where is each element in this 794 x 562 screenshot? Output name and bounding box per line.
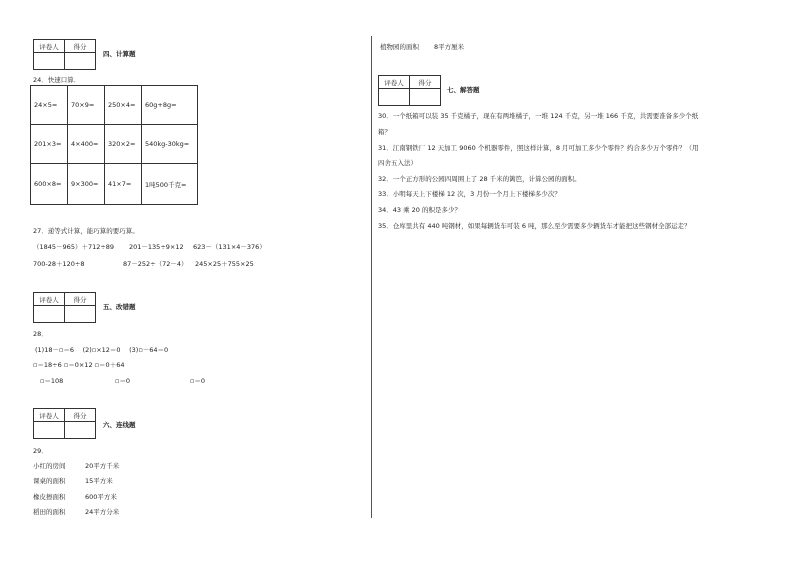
- score-box-4: [378, 75, 441, 106]
- score-label: 得分: [65, 40, 96, 53]
- section7-title: 七、解答题: [447, 86, 480, 94]
- question-35: 35．仓库里共有 440 吨钢材，如果每辆货车可装 6 吨，那么至少需要多少辆货车才能把这些钢材全部运走？: [378, 222, 691, 230]
- calc-cell: 41×7=: [105, 164, 142, 205]
- calc-cell: 24×5=: [31, 86, 68, 125]
- score-label: 得分: [410, 76, 441, 89]
- match-left-item: 稻田的面积: [33, 508, 66, 516]
- match-left-item: 课桌的面积: [33, 477, 66, 485]
- question-31: 31．江南钢铁厂 12 天加工 9060 个机器零件，照这样计算，8 月可加工多少个零件？约合多少万个零件？（用: [378, 144, 699, 152]
- q28-line2: ▫＝18÷6 ▫＝0×12 ▫＝0＋64: [33, 361, 125, 369]
- section4-title: 四、计算题: [103, 50, 136, 58]
- reviewer-label: 评卷人: [34, 293, 65, 306]
- question-30-cont: 箱？: [378, 128, 391, 136]
- match-right-item: 8平方厘米: [434, 43, 465, 51]
- score-label: 得分: [65, 293, 96, 306]
- q27-expr: 623－（131×4－376）: [193, 243, 266, 251]
- column-divider: [371, 36, 372, 518]
- score-box-1: [33, 39, 96, 70]
- question-28: 28．: [33, 330, 48, 338]
- score-label: 得分: [65, 409, 96, 422]
- match-right-item: 24平方分米: [85, 508, 120, 516]
- match-right-item: 600平方米: [85, 493, 117, 501]
- section6-title: 六、连线题: [103, 421, 136, 429]
- q27-expr: 201－135÷9×12: [129, 243, 184, 251]
- calc-cell: 60g+8g=: [142, 86, 198, 125]
- reviewer-label: 评卷人: [379, 76, 410, 89]
- calc-cell: 1吨500千克=: [142, 164, 198, 205]
- question-27: 27．递等式计算，能巧算的要巧算。: [33, 227, 139, 235]
- question-34: 34．43 乘 20 的积是多少？: [378, 206, 462, 214]
- calc-cell: 201×3=: [31, 125, 68, 164]
- match-right-item: 20平方千米: [85, 462, 120, 470]
- reviewer-label: 评卷人: [34, 40, 65, 53]
- question-30: 30．一个纸箱可以装 35 千克橘子，现在有两堆橘子，一堆 124 千克，另一堆 166 千克，共需要准备多少个纸: [378, 112, 699, 120]
- reviewer-label: 评卷人: [34, 409, 65, 422]
- q27-expr: 87－252÷（72－4）: [123, 260, 188, 268]
- question-32: 32．一个正方形的公园四周围上了 28 千米的篱笆，计算公园的面积。: [378, 175, 581, 183]
- oral-calc-table: [30, 85, 198, 205]
- calc-cell: 320×2=: [105, 125, 142, 164]
- score-box-3: [33, 408, 96, 439]
- match-right-item: 15平方米: [85, 477, 113, 485]
- calc-cell: 250×4=: [105, 86, 142, 125]
- q28-line1: (1)18－▫＝6 (2)▫×12＝0 (3)▫－64＝0: [35, 346, 169, 354]
- calc-cell: 9×300=: [68, 164, 105, 205]
- question-33: 33．小明每天上下楼梯 12 次，3 月份一个月上下楼梯多少次？: [378, 190, 561, 198]
- calc-cell: 4×400=: [68, 125, 105, 164]
- score-box-2: [33, 292, 96, 323]
- section5-title: 五、改错题: [103, 303, 136, 311]
- q27-expr: （1845－965）＋712÷89: [33, 243, 115, 251]
- calc-cell: 600×8=: [31, 164, 68, 205]
- q28-ans: ▫＝0: [190, 377, 206, 385]
- match-left-item: 植物园的面积: [380, 43, 419, 51]
- question-24: 24．快速口算．: [33, 76, 81, 84]
- q28-ans: ▫＝0: [115, 377, 131, 385]
- q27-expr: 245×25＋755×25: [195, 260, 254, 268]
- calc-cell: 70×9=: [68, 86, 105, 125]
- match-left-item: 小红的房间: [33, 462, 66, 470]
- question-29: 29．: [33, 447, 48, 455]
- calc-cell: 540kg-30kg=: [142, 125, 198, 164]
- q27-expr: 700-28＋120÷8: [33, 260, 85, 268]
- question-31-cont: 四舍五入法）: [378, 159, 417, 167]
- q28-ans: ▫＝108: [40, 377, 64, 385]
- match-left-item: 橡皮擦面积: [33, 493, 66, 501]
